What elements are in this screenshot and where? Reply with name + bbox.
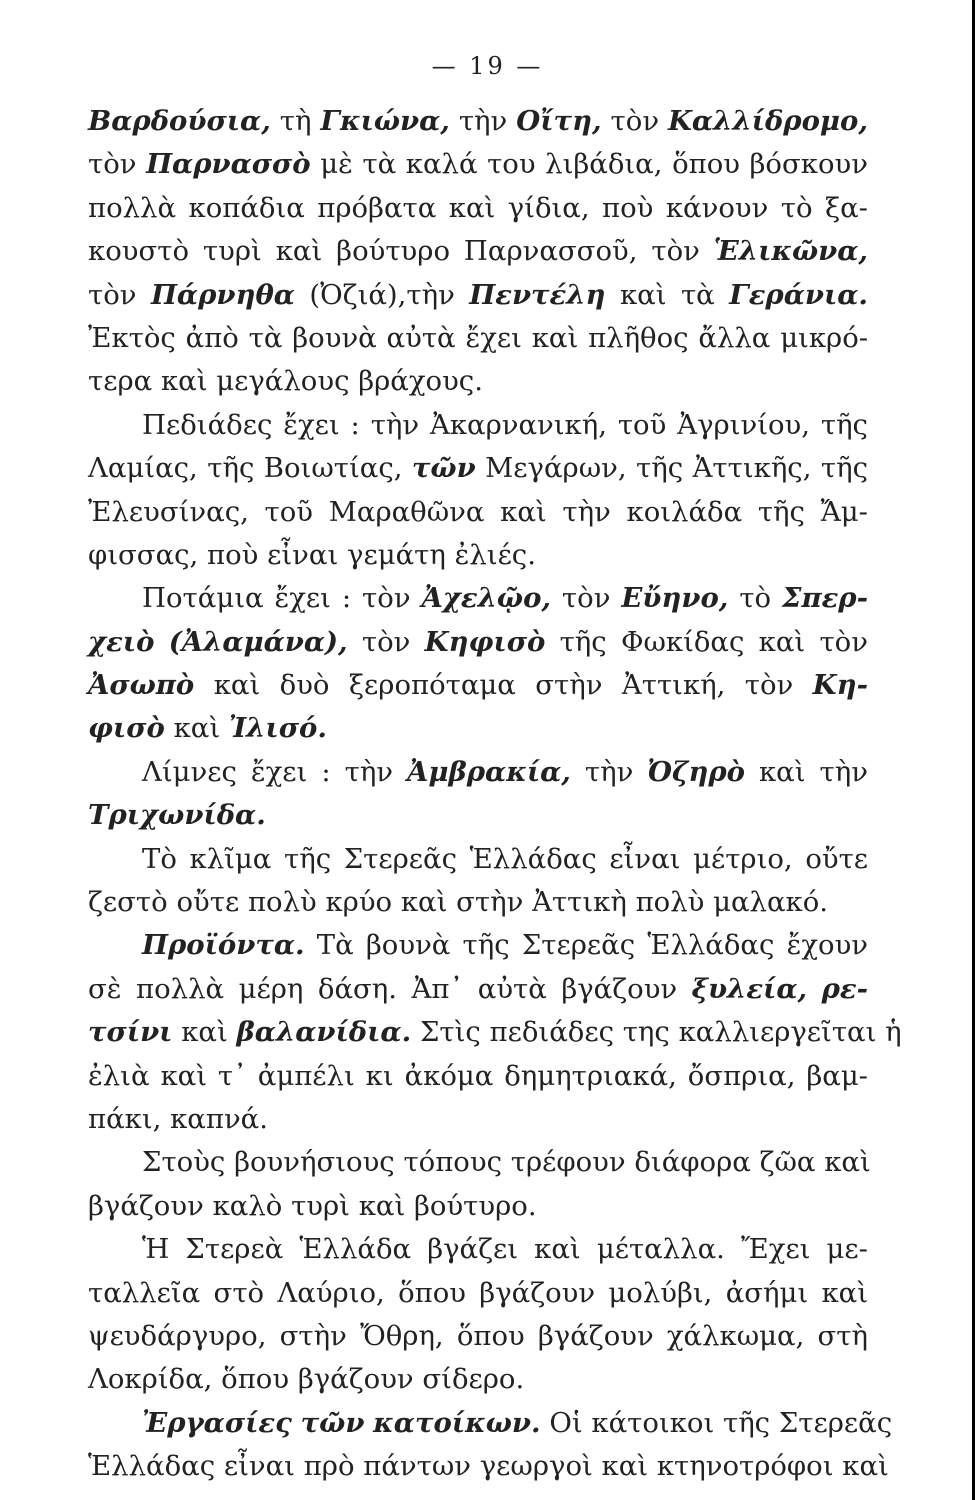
text-line: Ἐργασίες τῶν κατοίκων. Οἱ κάτοικοι τῆς Στερεᾶς: [142, 1406, 893, 1439]
text-line: Στοὺς βουνήσιους τόπους τρέφουν διάφορα ζῶα καὶ: [142, 1146, 871, 1179]
text-line: τερα καὶ μεγάλους βράχους.: [88, 365, 483, 398]
body-text: [88, 100, 902, 1489]
text-line: τὸν Πάρνηθα (Ὀζιά),τὴν Πεντέλη καὶ τὰ Γεράνια.: [88, 278, 869, 311]
text-line: Ἀσωπὸ καὶ δυὸ ξεροπόταμα στὴν Ἀττική, τὸν Κη-: [88, 669, 868, 702]
text-line: πολλὰ κοπάδια πρόβατα καὶ γίδια, ποὺ κάνουν τὸ ξα-: [88, 191, 868, 224]
text-line: Λοκρίδα, ὅπου βγάζουν σίδερο.: [88, 1363, 525, 1396]
text-line: ταλλεῖα στὸ Λαύριο, ὅπου βγάζουν μολύβι, ἀσήμι καὶ: [88, 1276, 869, 1309]
text-line: Τὸ κλῖμα τῆς Στερεᾶς Ἑλλάδας εἶναι μέτριο, οὔτε: [142, 842, 869, 875]
text-line: Ἡ Στερεὰ Ἑλλάδα βγάζει καὶ μέταλλα. Ἔχει με-: [142, 1233, 868, 1266]
text-line: χειὸ (Ἀλαμάνα), τὸν Κηφισὸ τῆς Φωκίδας καὶ τὸν: [88, 625, 868, 658]
text-line: Ἐκτὸς ἀπὸ τὰ βουνὰ αὐτὰ ἔχει καὶ πλῆθος ἄλλα μικρό-: [88, 321, 869, 354]
text-line: φισὸ καὶ Ἰλισό.: [88, 712, 327, 745]
text-line: τὸν Παρνασσὸ μὲ τὰ καλά του λιβάδια, ὅπου βόσκουν: [88, 148, 868, 181]
text-line: Προϊόντα. Τὰ βουνὰ τῆς Στερεᾶς Ἑλλάδας ἔχουν: [142, 929, 869, 962]
text-line: ζεστὸ οὔτε πολὺ κρύο καὶ στὴν Ἀττικὴ πολὺ μαλακό.: [88, 886, 829, 919]
text-line: Πεδιάδες ἔχει : τὴν Ἀκαρνανική, τοῦ Ἀγρινίου, τῆς: [142, 408, 868, 441]
text-line: Ἑλλάδας εἶναι πρὸ πάντων γεωργοὶ καὶ κτηνοτρόφοι καὶ: [88, 1450, 889, 1483]
text-line: Ποτάμια ἔχει : τὸν Ἀχελῷο, τὸν Εὔηνο, τὸ Σπερ-: [142, 582, 869, 615]
text-line: κουστὸ τυρὶ καὶ βούτυρο Παρνασσοῦ, τὸν Ἑλικῶνα,: [88, 235, 868, 268]
text-line: ἐλιὰ καὶ τ᾽ ἀμπέλι κι ἀκόμα δημητριακά, ὄσπρια, βαμ-: [88, 1059, 868, 1092]
text-line: φισσας, ποὺ εἶναι γεμάτη ἐλιές.: [88, 538, 536, 571]
text-line: Τριχωνίδα.: [88, 799, 266, 832]
text-line: Ἐλευσίνας, τοῦ Μαραθῶνα καὶ τὴν κοιλάδα τῆς Ἄμ-: [88, 495, 868, 528]
text-line: Βαρδούσια, τὴ Γκιώνα, τὴν Οἴτη, τὸν Καλλίδρομο,: [88, 105, 868, 137]
page-number: — 19 —: [431, 52, 544, 80]
text-line: Λαμίας, τῆς Βοιωτίας, τῶν Μεγάρων, τῆς Ἀττικῆς, τῆς: [88, 452, 868, 485]
text-line: τσίνι καὶ βαλανίδια. Στὶς πεδιάδες της καλλιεργεῖται ἡ: [88, 1016, 902, 1049]
text-line: σὲ πολλὰ μέρη δάση. Ἀπ᾽ αὐτὰ βγάζουν ξυλεία, ρε-: [88, 972, 869, 1005]
text-line: πάκι, καπνά.: [88, 1102, 268, 1135]
text-line: ψευδάργυρο, στὴν Ὄθρη, ὅπου βγάζουν χάλκωμα, στὴ: [88, 1319, 868, 1352]
text-line: Λίμνες ἔχει : τὴν Ἀμβρακία, τὴν Ὀζηρὸ καὶ τὴν: [142, 755, 868, 788]
text-line: βγάζουν καλὸ τυρὶ καὶ βούτυρο.: [88, 1189, 537, 1222]
